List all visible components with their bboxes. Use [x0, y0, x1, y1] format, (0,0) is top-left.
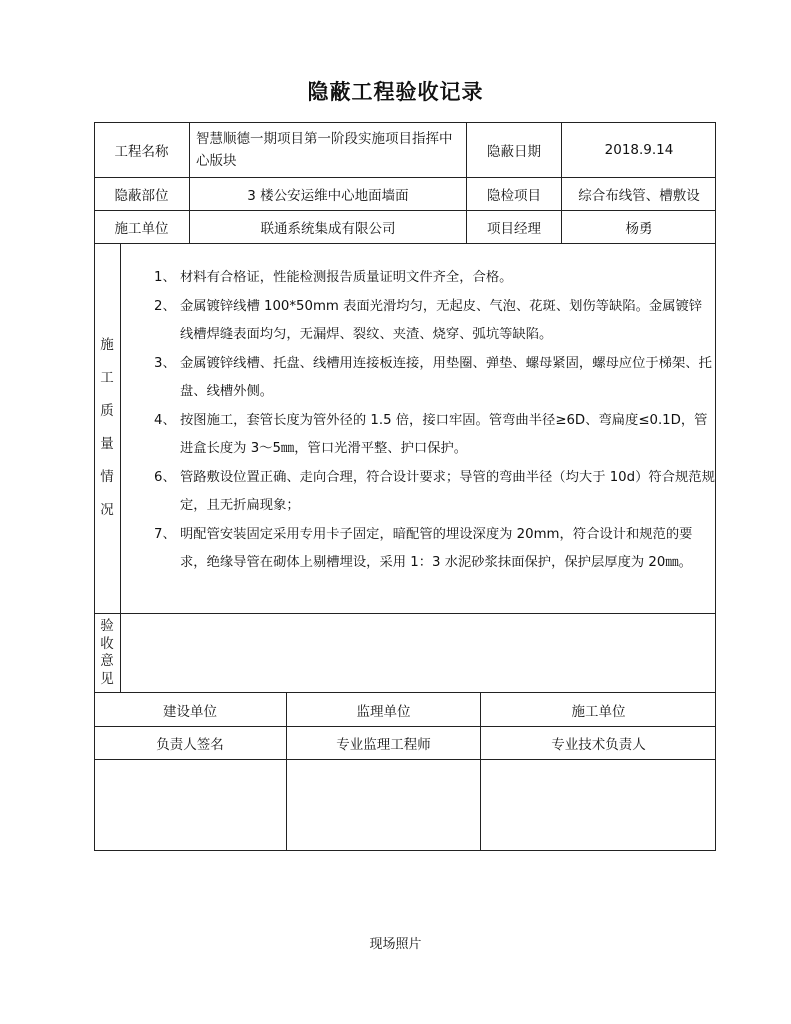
construction-unit-value: 联通系统集成有限公司	[260, 221, 396, 237]
owner-signature-box[interactable]	[95, 760, 286, 850]
owner-unit-header: 建设单位	[163, 703, 217, 720]
concealed-part-label: 隐蔽部位	[114, 188, 169, 204]
supervision-signer-role: 专业监理工程师	[336, 737, 431, 753]
quality-item: 4、 按图施工，套管长度为管外径的 1.5 倍，接口牢固。管弯曲半径≥6D、弯扁度≤0.1D，管进盒长度为 3～5㎜，管口光滑平整、护口保护。	[154, 412, 708, 456]
supervision-unit-header: 监理单位	[356, 703, 411, 720]
quality-item: 2、 金属镀锌线槽 100*50mm 表面光滑均匀，无起皮、气泡、花斑、划伤等缺陷。金属镀锌线槽焊缝表面均匀，无漏焊、裂纹、夹渣、烧穿、弧坑等缺陷。	[154, 298, 703, 342]
project-manager-label: 项目经理	[487, 221, 541, 237]
quality-item: 6、 管路敷设位置正确、走向合理，符合设计要求；导管的弯曲半径（均大于 10d）符合规范规定，且无折扁现象；	[154, 469, 715, 513]
construction-signature-box[interactable]	[481, 760, 715, 850]
construction-unit-header: 施工单位	[571, 703, 626, 720]
inspection-item-label: 隐检项目	[487, 188, 541, 204]
site-photo-caption: 现场照片	[369, 937, 422, 952]
construction-signer-role: 专业技术负责人	[551, 737, 646, 753]
page-title: 隐蔽工程验收记录	[307, 80, 484, 104]
project-manager-value: 杨勇	[625, 221, 653, 237]
project-name-label: 工程名称	[114, 143, 169, 160]
quality-item: 7、 明配管安装固定采用专用卡子固定，暗配管的埋设深度为 20mm，符合设计和规范的要求，绝缘导管在砌体上剔槽埋设，采用 1：3 水泥砂浆抹面保护，保护层厚度为 20㎜。	[154, 526, 693, 570]
acceptance-label: 验 收 意 见	[100, 618, 114, 687]
supervision-signature-box[interactable]	[287, 760, 480, 850]
concealed-part-value: 3 楼公安运维中心地面墙面	[247, 188, 409, 204]
acceptance-opinion-area[interactable]	[121, 614, 715, 692]
inspection-item-value: 综合布线管、槽敷设	[578, 188, 700, 204]
construction-unit-label: 施工单位	[114, 221, 169, 237]
quality-label: 施 工 质 量 情 况	[100, 337, 114, 518]
quality-item: 1、 材料有合格证，性能检测报告质量证明文件齐全，合格。	[154, 270, 513, 285]
quality-item: 3、 金属镀锌线槽、托盘、线槽用连接板连接，用垫圈、弹垫、螺母紧固，螺母应位于梯架、托盘、线槽外侧。	[154, 355, 712, 399]
concealed-date-value: 2018.9.14	[604, 141, 674, 158]
concealed-date-label: 隐蔽日期	[487, 143, 541, 160]
quality-items-list	[150, 264, 715, 578]
project-name-value: 智慧顺德一期项目第一阶段实施项目指挥中心版块	[196, 130, 453, 169]
owner-signer-role: 负责人签名	[156, 737, 224, 753]
